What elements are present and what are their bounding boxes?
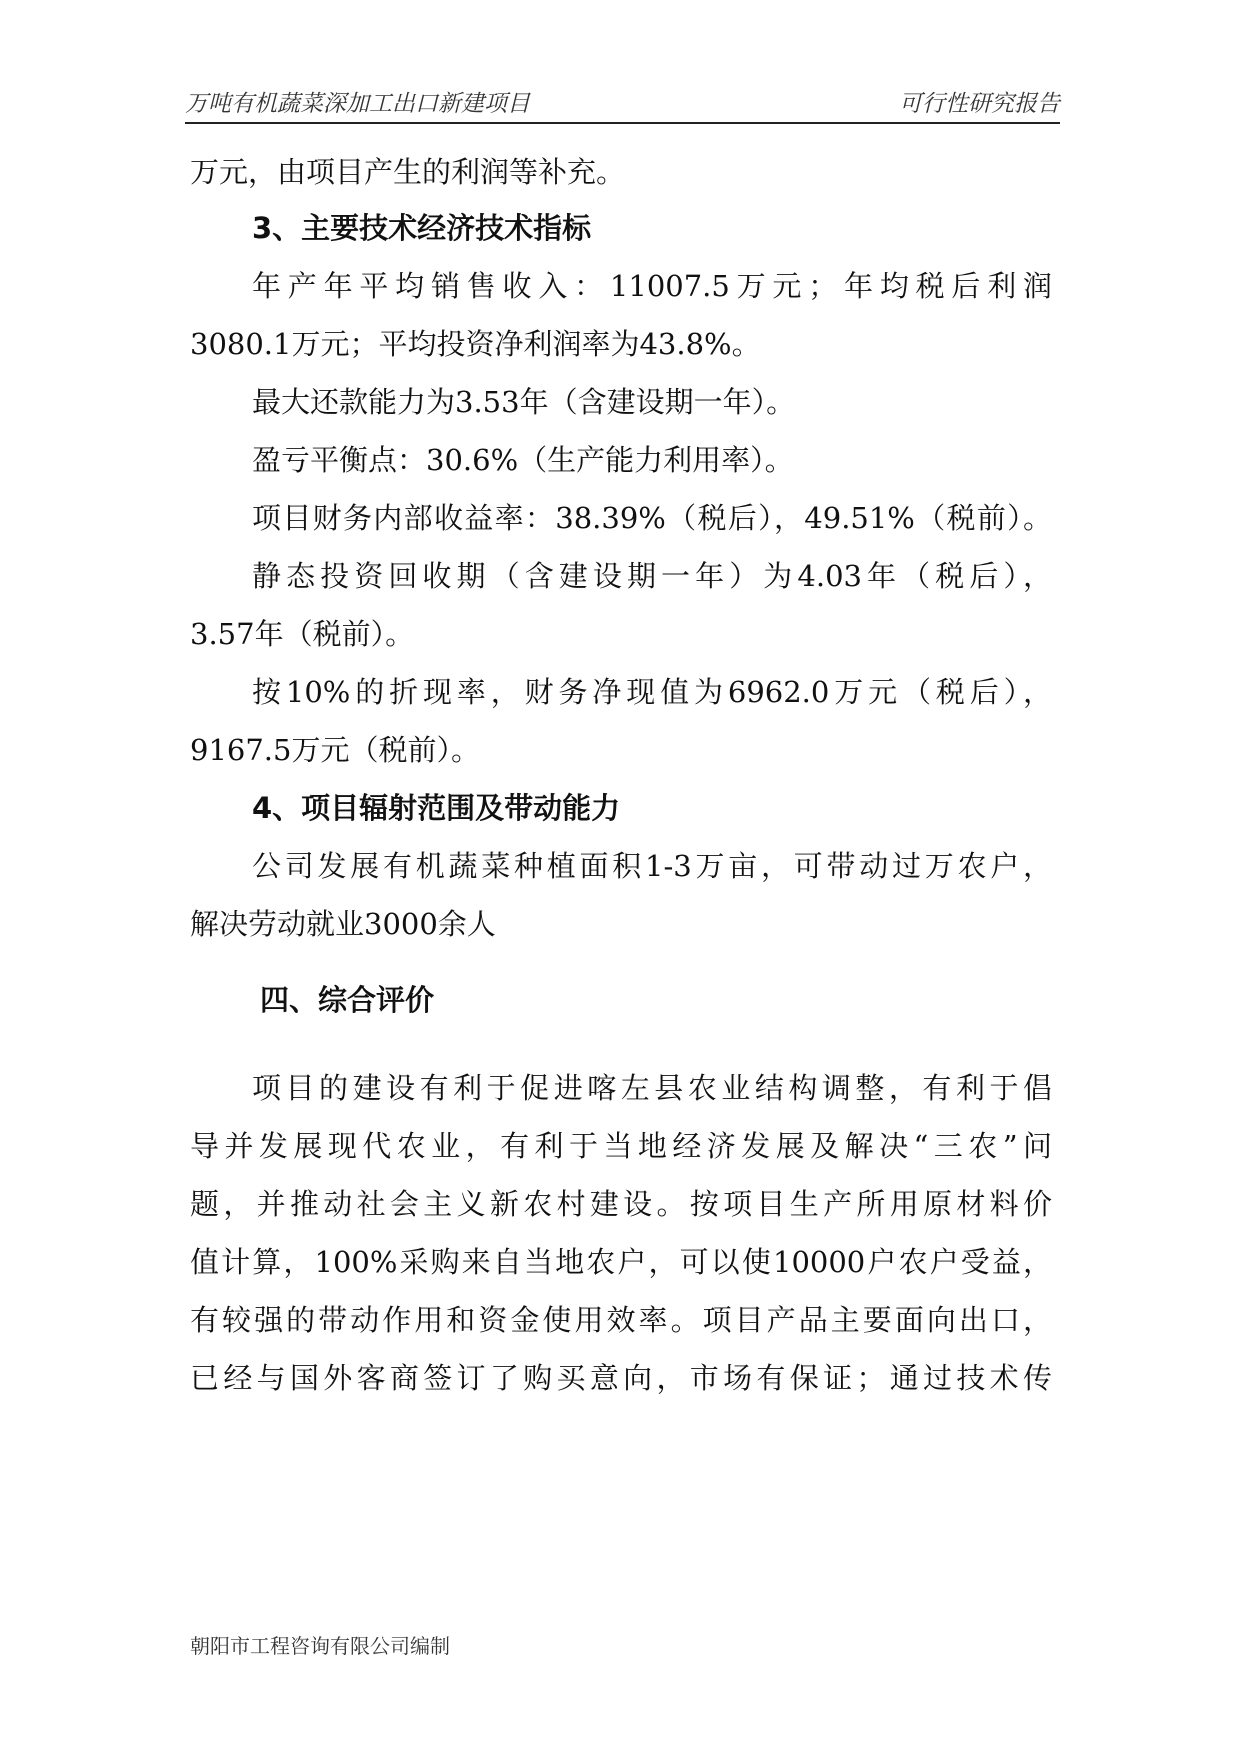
running-header (185, 84, 1060, 124)
body-line: 3080.1万元；平均投资净利润率为43.8%。 (190, 327, 761, 361)
body-line: 静态投资回收期（含建设期一年）为4.03年（税后）， (252, 559, 1052, 593)
body-line: 题，并推动社会主义新农村建设。按项目生产所用原材料价 (190, 1187, 1052, 1221)
chapter-heading-evaluation: 四、综合评价 (260, 983, 435, 1017)
body-line: 3.57年（税前）。 (190, 617, 415, 651)
body-line: 公司发展有机蔬菜种植面积1-3万亩，可带动过万农户， (252, 849, 1052, 883)
body-line: 已经与国外客商签订了购买意向，市场有保证；通过技术传 (190, 1361, 1052, 1395)
body-line: 万元，由项目产生的利润等补充。 (190, 155, 626, 189)
body-line: 有较强的带动作用和资金使用效率。项目产品主要面向出口， (190, 1303, 1052, 1337)
body-line: 年产年平均销售收入：11007.5万元；年均税后利润 (252, 269, 1052, 303)
section-heading-radiation: 4、项目辐射范围及带动能力 (252, 791, 621, 825)
body-line: 项目的建设有利于促进喀左县农业结构调整，有利于倡 (252, 1071, 1052, 1105)
body-line: 导并发展现代农业，有利于当地经济发展及解决“三农”问 (190, 1129, 1052, 1163)
header-report-type: 可行性研究报告 (899, 91, 1060, 117)
header-project-title: 万吨有机蔬菜深加工出口新建项目 (185, 91, 530, 117)
body-line: 盈亏平衡点：30.6%（生产能力利用率）。 (252, 443, 794, 477)
body-line: 项目财务内部收益率：38.39%（税后），49.51%（税前）。 (252, 501, 1052, 535)
body-line: 按10%的折现率，财务净现值为6962.0万元（税后）， (252, 675, 1052, 709)
body-line: 值计算，100%采购来自当地农户，可以使10000户农户受益， (190, 1245, 1052, 1279)
section-heading-indicators: 3、主要技术经济技术指标 (252, 211, 592, 245)
body-line: 解决劳动就业3000余人 (190, 907, 496, 941)
body-line: 最大还款能力为3.53年（含建设期一年）。 (252, 385, 796, 419)
body-line: 9167.5万元（税前）。 (190, 733, 480, 767)
running-footer: 朝阳市工程咨询有限公司编制 (190, 1634, 450, 1658)
